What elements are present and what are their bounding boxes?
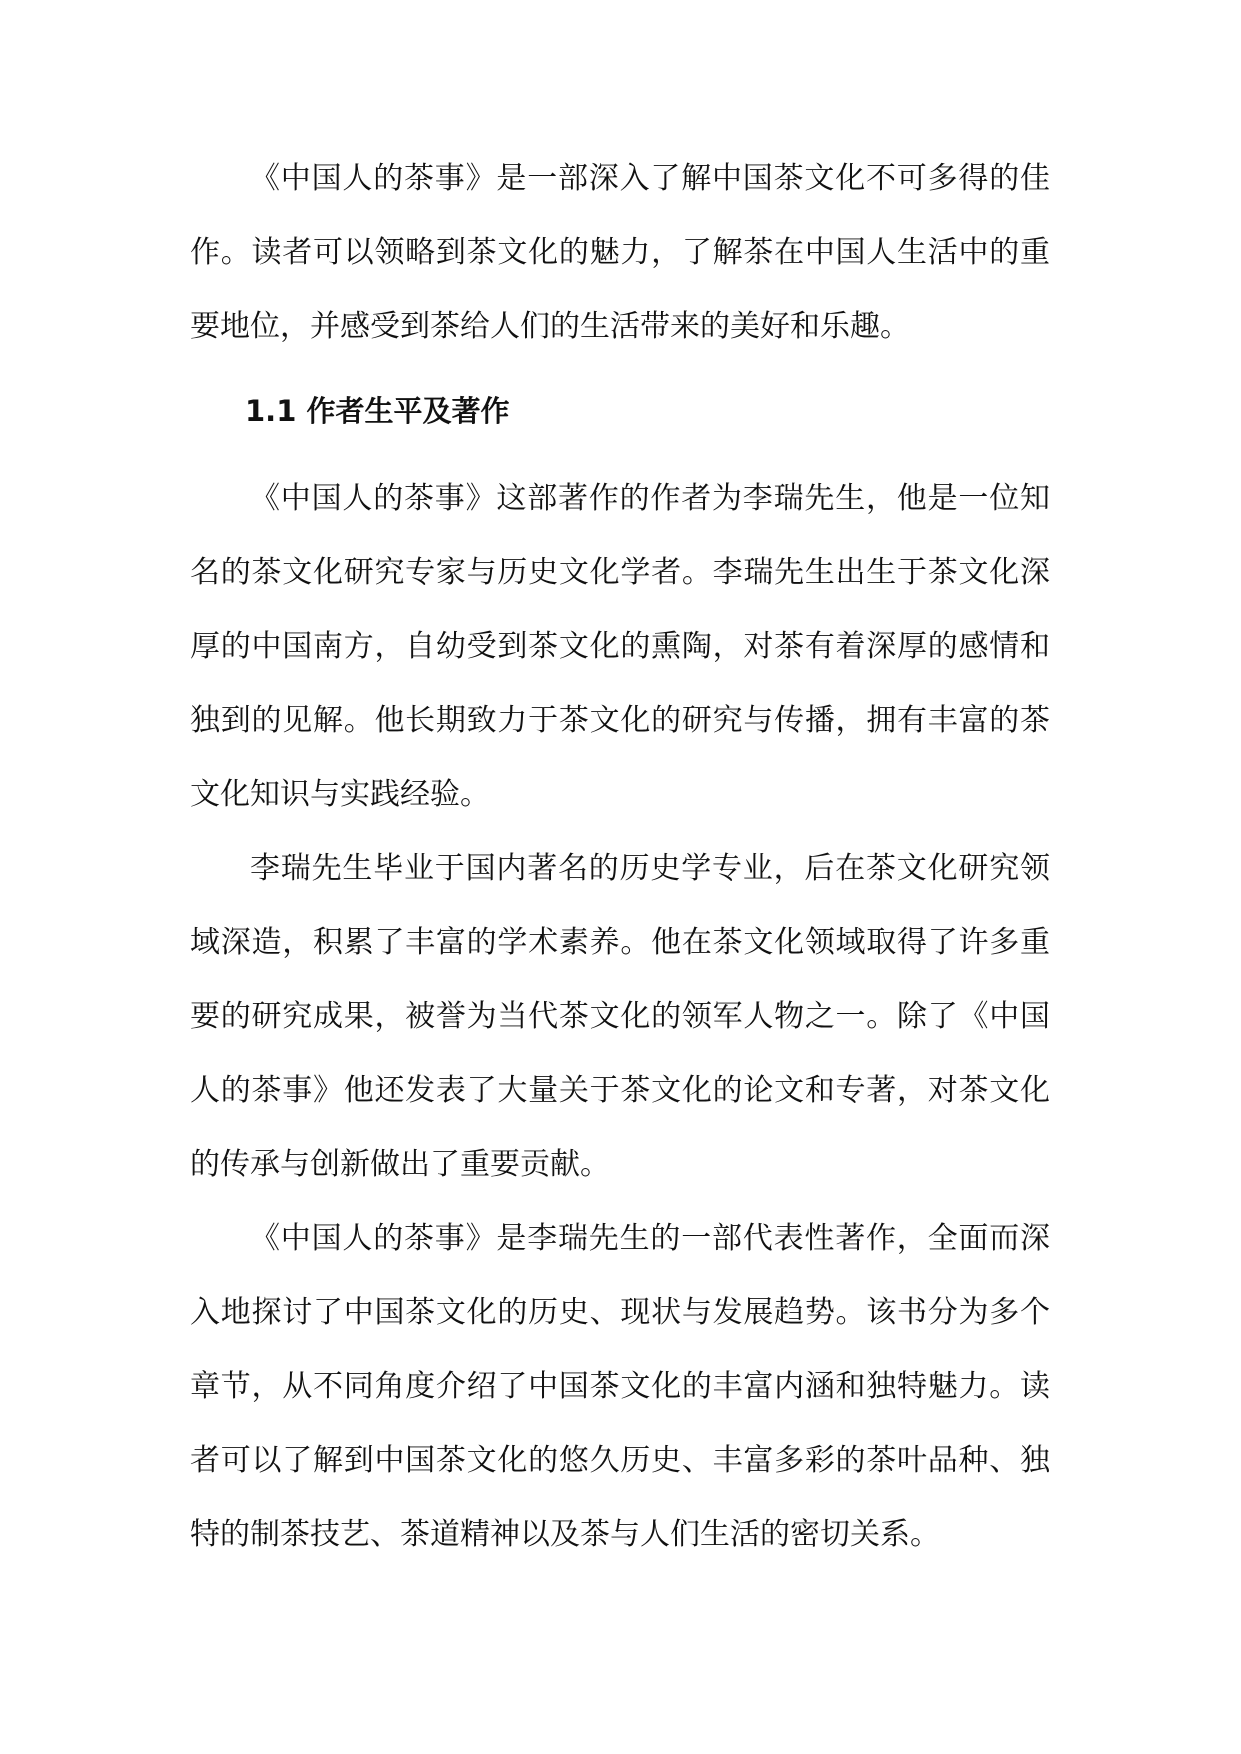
document-body bbox=[190, 142, 1050, 1572]
paragraph-author-bio: 《中国人的茶事》这部著作的作者为李瑞先生，他是一位知名的茶文化研究专家与历史文化学者。李瑞先生出生于茶文化深厚的中国南方，自幼受到茶文化的熏陶，对茶有着深厚的感情和独到的见解。他长期致力于茶文化的研究与传播，拥有丰富的茶文化知识与实践经验。 bbox=[190, 481, 1050, 812]
paragraph-book-summary: 《中国人的茶事》是李瑞先生的一部代表性著作，全面而深入地探讨了中国茶文化的历史、现状与发展趋势。该书分为多个章节，从不同角度介绍了中国茶文化的丰富内涵和独特魅力。读者可以了解到中国茶文化的悠久历史、丰富多彩的茶叶品种、独特的制茶技艺、茶道精神以及茶与人们生活的密切关系。 bbox=[190, 1221, 1050, 1552]
intro-paragraph: 《中国人的茶事》是一部深入了解中国茶文化不可多得的佳作。读者可以领略到茶文化的魅力，了解茶在中国人生活中的重要地位，并感受到茶给人们的生活带来的美好和乐趣。 bbox=[190, 161, 1050, 344]
section-heading: 1.1 作者生平及著作 bbox=[245, 394, 510, 428]
paragraph-author-education: 李瑞先生毕业于国内著名的历史学专业，后在茶文化研究领域深造，积累了丰富的学术素养。他在茶文化领域取得了许多重要的研究成果，被誉为当代茶文化的领军人物之一。除了《中国人的茶事》他还发表了大量关于茶文化的论文和专著，对茶文化的传承与创新做出了重要贡献。 bbox=[190, 851, 1050, 1182]
